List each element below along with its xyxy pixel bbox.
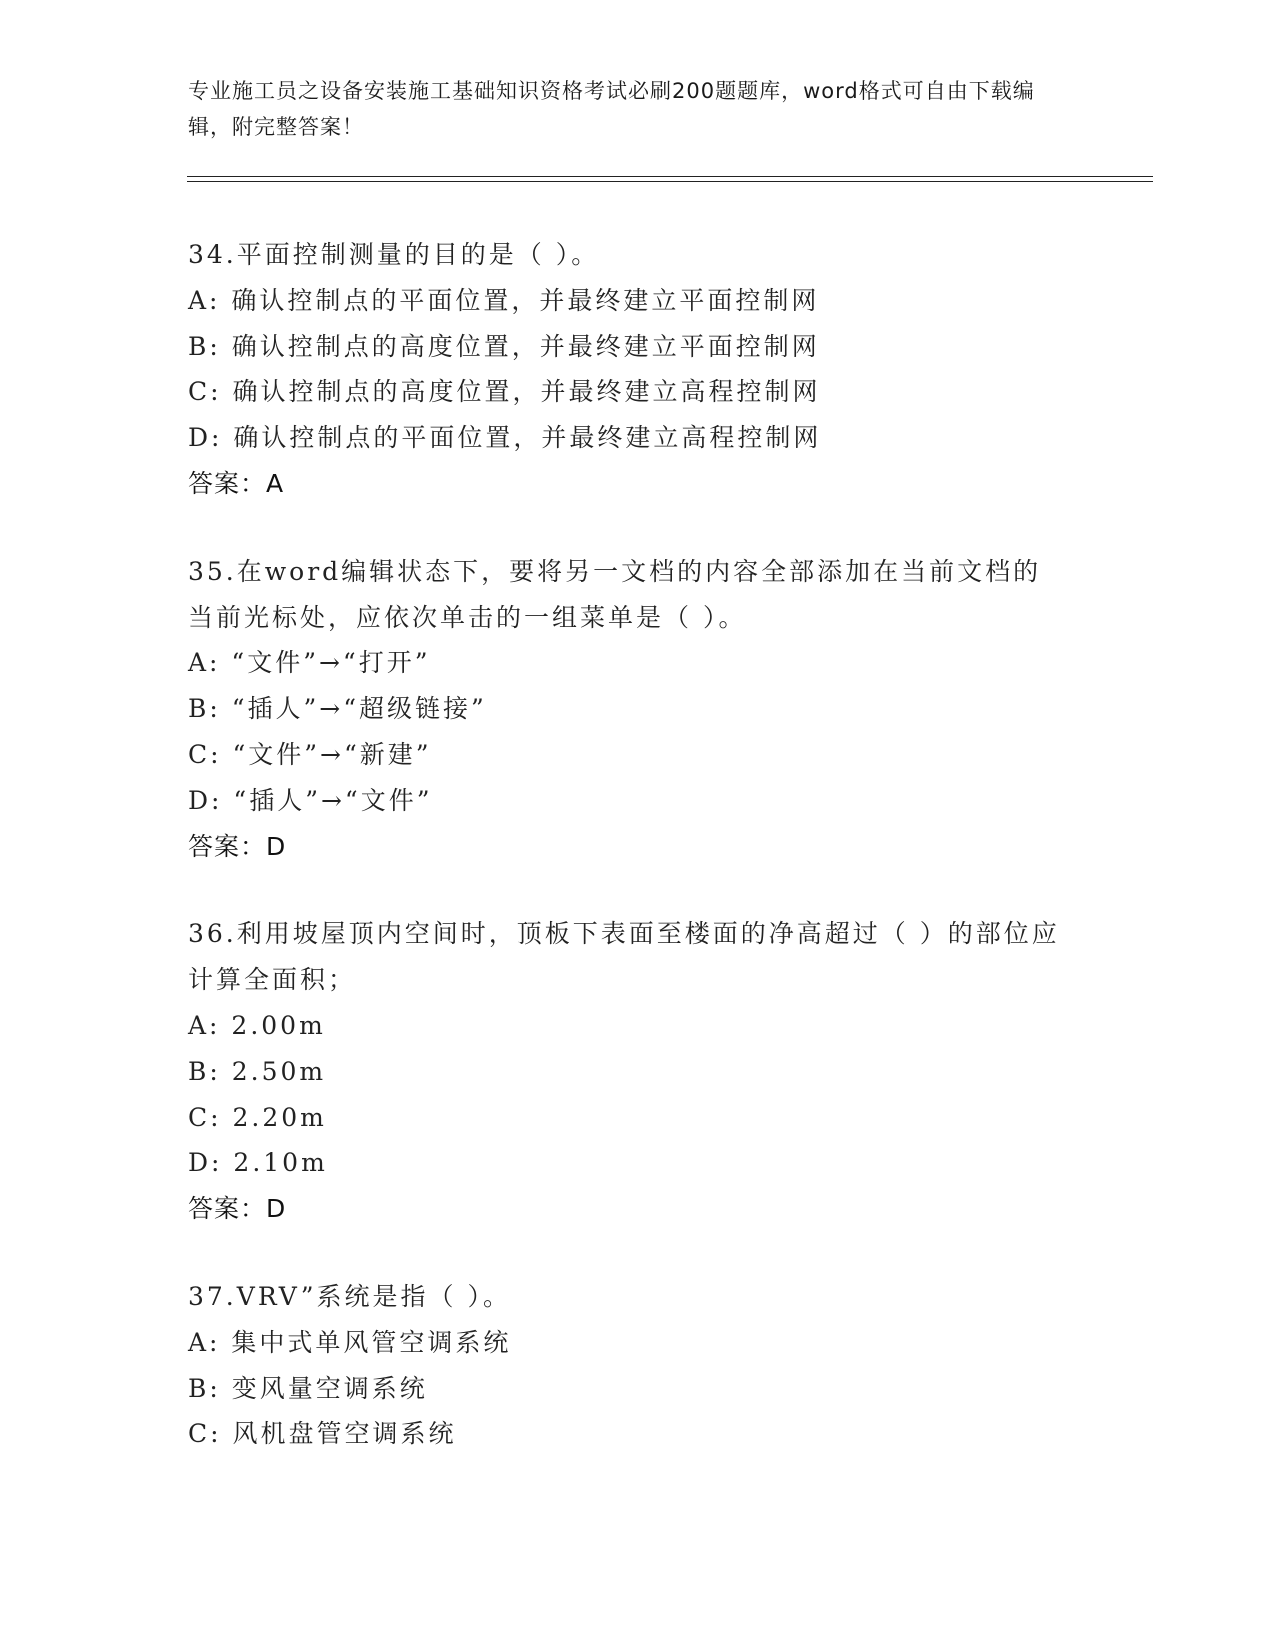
question-36 xyxy=(188,911,1088,1232)
question-stem: 34.平面控制测量的目的是（ ）。 xyxy=(188,240,600,269)
option-d: D: 2.10m xyxy=(188,1148,328,1178)
option-d: D: “插人”→“文件” xyxy=(188,785,433,815)
option-a: A: 确认控制点的平面位置，并最终建立平面控制网 xyxy=(188,285,820,315)
answer-label: 答案：D xyxy=(188,831,287,861)
option-c: C: 2.20m xyxy=(188,1102,327,1132)
question-37 xyxy=(188,1274,1088,1457)
answer-label: 答案：D xyxy=(188,1194,287,1224)
option-c: C: “文件”→“新建” xyxy=(188,739,432,769)
option-a: A: 2.00m xyxy=(188,1010,326,1040)
question-list xyxy=(188,232,1088,1499)
question-stem: 36.利用坡屋顶内空间时，顶板下表面至楼面的净高超过（ ）的部位应计算全面积； xyxy=(188,919,1060,995)
option-b: B: 变风量空调系统 xyxy=(188,1373,428,1403)
option-d: D: 确认控制点的平面位置，并最终建立高程控制网 xyxy=(188,423,822,453)
question-stem: 37.VRV”系统是指（ ）。 xyxy=(188,1281,511,1311)
option-a: A: “文件”→“打开” xyxy=(188,648,431,678)
option-a: A: 集中式单风管空调系统 xyxy=(188,1327,512,1357)
option-b: B: 确认控制点的高度位置，并最终建立平面控制网 xyxy=(188,331,820,361)
question-34 xyxy=(188,232,1088,507)
header-divider-bottom xyxy=(187,181,1153,182)
question-35 xyxy=(188,549,1088,870)
option-c: C: 确认控制点的高度位置，并最终建立高程控制网 xyxy=(188,377,821,407)
question-stem: 35.在word编辑状态下，要将另一文档的内容全部添加在当前文档的当前光标处，应依次单击的一组菜单是（ ）。 xyxy=(188,556,1042,632)
option-c: C: 风机盘管空调系统 xyxy=(188,1419,457,1449)
option-b: B: 2.50m xyxy=(188,1056,327,1086)
answer-label: 答案：A xyxy=(188,468,285,498)
option-b: B: “插人”→“超级链接” xyxy=(188,694,487,724)
header-divider-top xyxy=(187,176,1153,177)
document-header: 专业施工员之设备安装施工基础知识资格考试必刷200题题库，word格式可自由下载编辑，附完整答案！ xyxy=(188,79,1035,139)
